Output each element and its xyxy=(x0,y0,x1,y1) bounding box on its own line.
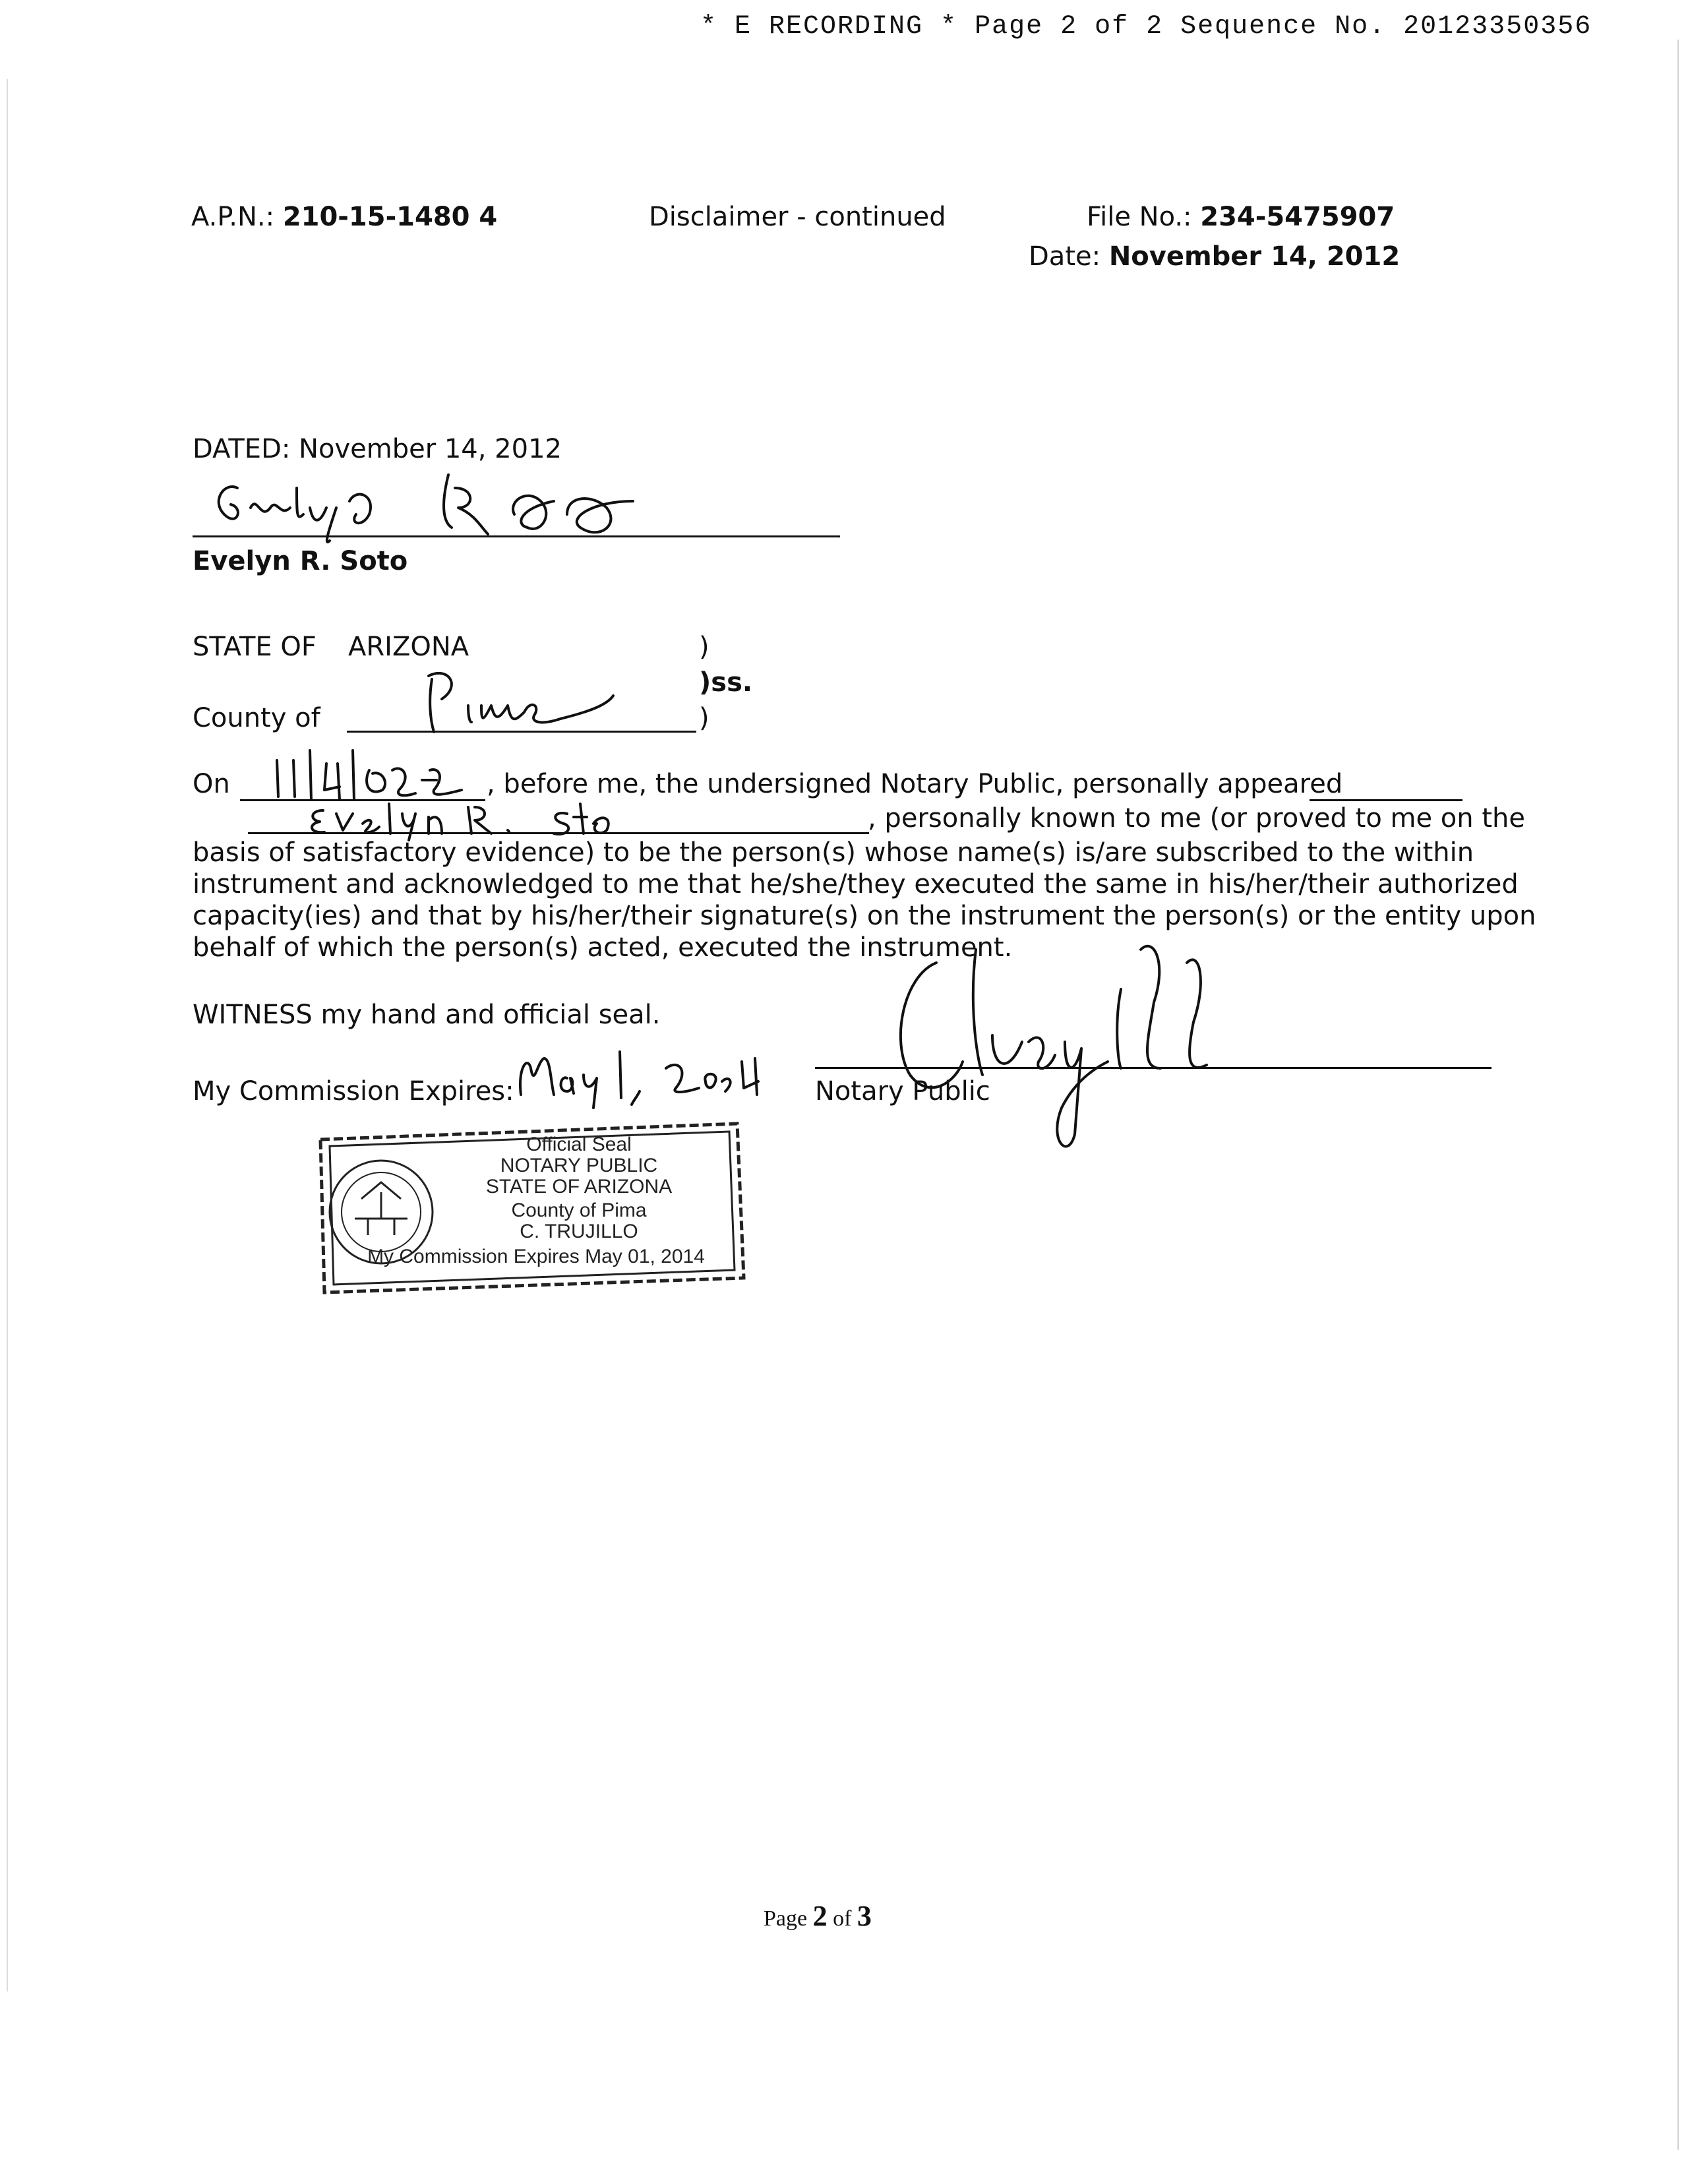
ack-line-1: , before me, the undersigned Notary Public, personally appeared xyxy=(487,769,1343,799)
seal-line-5: C. TRUJILLO xyxy=(520,1221,638,1242)
ack-date-handwritten xyxy=(264,744,481,803)
seal-line-2: NOTARY PUBLIC xyxy=(500,1155,658,1176)
page-total: 3 xyxy=(857,1900,872,1932)
ack-line-5: capacity(ies) and that by his/her/their signature(s) on the instrument the person(s) or the entity upon xyxy=(193,901,1536,931)
ack-name-handwritten xyxy=(290,801,673,840)
notary-signature xyxy=(877,923,1246,1161)
dated-line: DATED: November 14, 2012 xyxy=(193,434,562,464)
state-label: STATE OF xyxy=(193,632,316,662)
page-word: Page xyxy=(764,1906,808,1931)
seal-line-1: Official Seal xyxy=(526,1134,632,1155)
file-label: File No.: xyxy=(1087,202,1192,232)
ack-line-6: behalf of which the person(s) acted, executed the instrument. xyxy=(193,932,1013,963)
apn-label: A.P.N.: xyxy=(191,202,275,232)
date-value: November 14, 2012 xyxy=(1108,241,1401,272)
notary-public-label: Notary Public xyxy=(815,1076,990,1107)
recording-header: * E RECORDING * Page 2 of 2 Sequence No. 20123350356 xyxy=(700,12,1592,42)
venue-paren-3: ) xyxy=(699,703,709,733)
page-number: 2 xyxy=(812,1900,828,1932)
signer-name: Evelyn R. Soto xyxy=(193,546,408,576)
page-footer xyxy=(764,1899,872,1933)
apn-value: 210-15-1480 4 xyxy=(282,202,498,232)
date-line xyxy=(1029,241,1400,272)
ack-appeared-line xyxy=(1310,799,1462,801)
ack-on: On xyxy=(193,769,230,799)
file-value: 234-5475907 xyxy=(1200,202,1395,232)
of-word: of xyxy=(833,1906,852,1931)
state-value: ARIZONA xyxy=(348,632,469,662)
commission-handwritten xyxy=(508,1042,771,1114)
notary-seal-stamp xyxy=(315,1120,748,1296)
signer-signature xyxy=(198,462,686,554)
county-label: County of xyxy=(193,703,320,733)
apn-line xyxy=(191,202,497,232)
venue-ss: )ss. xyxy=(699,667,753,698)
county-handwritten xyxy=(409,659,626,739)
seal-line-4: County of Pima xyxy=(511,1199,647,1221)
scan-edge-right xyxy=(1677,40,1679,2150)
witness-line: WITNESS my hand and official seal. xyxy=(193,1000,661,1030)
date-label: Date: xyxy=(1029,241,1101,272)
ack-name-line xyxy=(248,832,869,834)
county-line xyxy=(347,731,696,733)
seal-line-3: STATE OF ARIZONA xyxy=(485,1176,673,1198)
document-title: Disclaimer - continued xyxy=(649,202,946,232)
ack-line-4: instrument and acknowledged to me that he/she/they executed the same in his/her/their authorized xyxy=(193,869,1519,899)
commission-label: My Commission Expires: xyxy=(193,1076,514,1107)
file-number-line xyxy=(1087,202,1395,232)
signer-signature-line xyxy=(193,535,840,537)
ack-line-2: , personally known to me (or proved to me on the xyxy=(868,803,1525,834)
seal-line-6: My Commission Expires May 01, 2014 xyxy=(367,1246,705,1267)
scan-edge-left xyxy=(7,79,8,1991)
venue-paren-1: ) xyxy=(699,632,709,662)
ack-line-3: basis of satisfactory evidence) to be the person(s) whose name(s) is/are subscribed to the within xyxy=(193,837,1474,868)
